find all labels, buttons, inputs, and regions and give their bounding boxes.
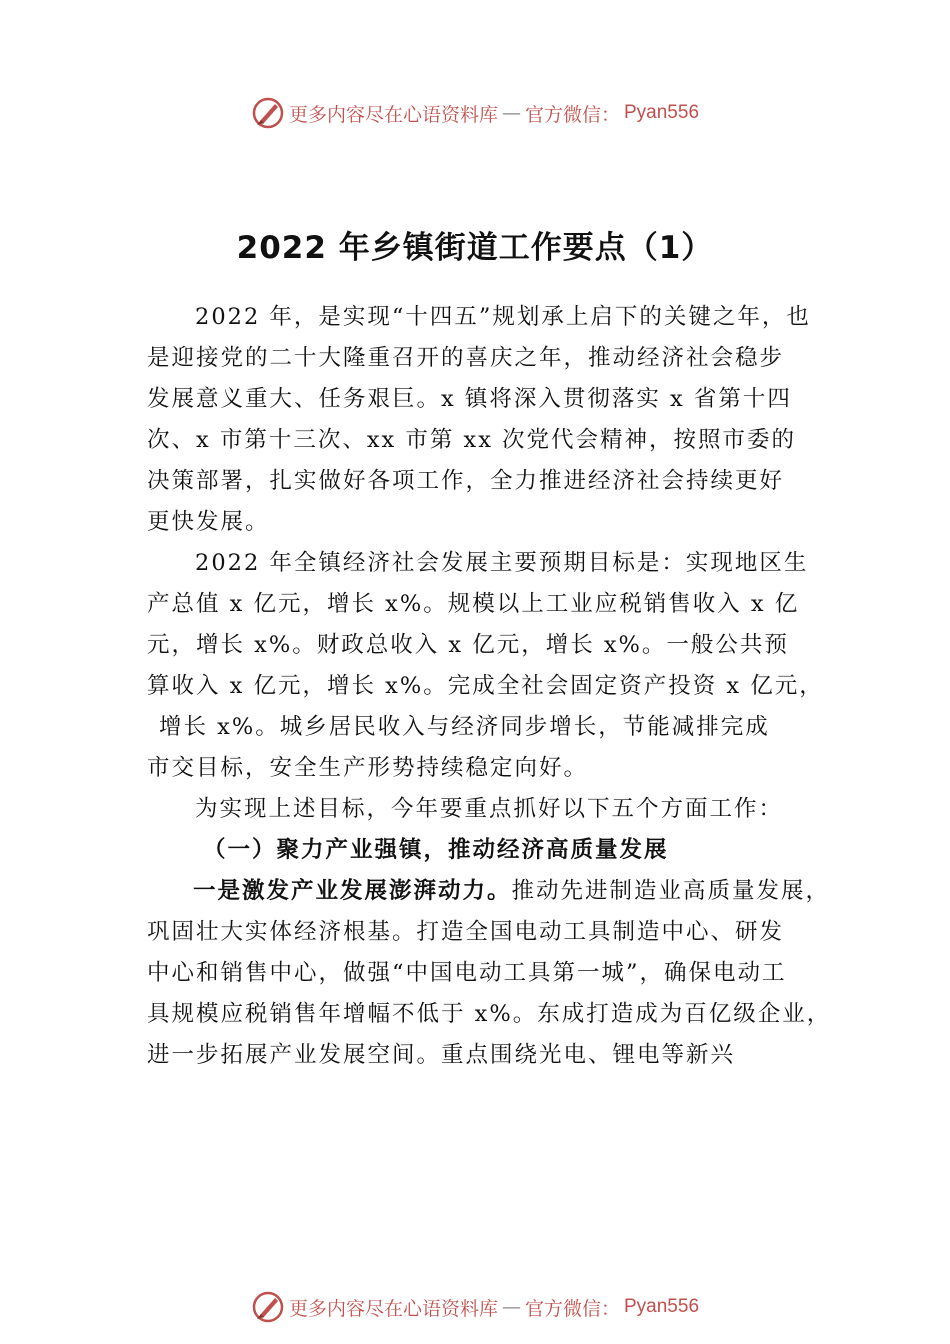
watermark-separator: — [501, 1296, 521, 1318]
paragraph-line: 市交目标，安全生产形势持续稳定向好。 [147, 755, 589, 781]
paragraph-line: 产总值 x 亿元，增长 x%。规模以上工业应税销售收入 x 亿 [147, 591, 800, 617]
paragraph-line: 进一步拓展产业发展空间。重点围绕光电、锂电等新兴 [147, 1042, 736, 1068]
paragraph-line: 为实现上述目标，今年要重点抓好以下五个方面工作： [195, 796, 784, 822]
paragraph-lead: 一是激发产业发展澎湃动力。 [193, 878, 512, 904]
paragraph-line: 2022 年，是实现“十四五”规划承上启下的关键之年，也 [195, 304, 811, 330]
paragraph-line: 决策部署，扎实做好各项工作，全力推进经济社会持续更好 [147, 468, 785, 494]
watermark-wechat-label: 官方微信： [524, 1297, 620, 1320]
watermark-text: 更多内容尽在心语资料库 [288, 1297, 498, 1320]
watermark-text: 更多内容尽在心语资料库 [288, 103, 498, 126]
watermark-separator: — [501, 102, 521, 124]
section-heading: （一）聚力产业强镇，推动经济高质量发展 [203, 837, 669, 863]
paragraph-line: 具规模应税销售年增幅不低于 x%。东成打造成为百亿级企业， [147, 1001, 832, 1027]
paragraph-line: 2022 年全镇经济社会发展主要预期目标是：实现地区生 [195, 550, 809, 576]
pen-logo-icon [251, 1290, 285, 1324]
document-title: 2022 年乡镇街道工作要点（1） [236, 230, 714, 266]
watermark-footer [0, 1290, 950, 1324]
paragraph-line: 次、x 市第十三次、xx 市第 xx 次党代会精神，按照市委的 [147, 427, 797, 453]
paragraph-line: 增长 x%。城乡居民收入与经济同步增长，节能减排完成 [159, 714, 770, 740]
paragraph-line: 中心和销售中心，做强“中国电动工具第一城”，确保电动工 [147, 960, 787, 986]
paragraph-line: 是迎接党的二十大隆重召开的喜庆之年，推动经济社会稳步 [147, 345, 785, 371]
document-body [147, 297, 847, 1076]
paragraph-text: 推动先进制造业高质量发展， [511, 878, 831, 904]
paragraph-line: 算收入 x 亿元，增长 x%。完成全社会固定资产投资 x 亿元， [147, 673, 824, 699]
paragraph-line: 元，增长 x%。财政总收入 x 亿元，增长 x%。一般公共预 [147, 632, 789, 658]
watermark-wechat-label: 官方微信： [524, 103, 620, 126]
paragraph-line: 巩固壮大实体经济根基。打造全国电动工具制造中心、研发 [147, 919, 785, 945]
paragraph-line [147, 871, 847, 912]
watermark-wechat-id: Pyan556 [624, 102, 700, 123]
paragraph-line: 发展意义重大、任务艰巨。x 镇将深入贯彻落实 x 省第十四 [147, 386, 792, 412]
watermark-wechat-id: Pyan556 [624, 1296, 700, 1317]
paragraph-line: 更快发展。 [147, 509, 270, 535]
pen-logo-icon [251, 96, 285, 130]
watermark-header [0, 96, 950, 130]
